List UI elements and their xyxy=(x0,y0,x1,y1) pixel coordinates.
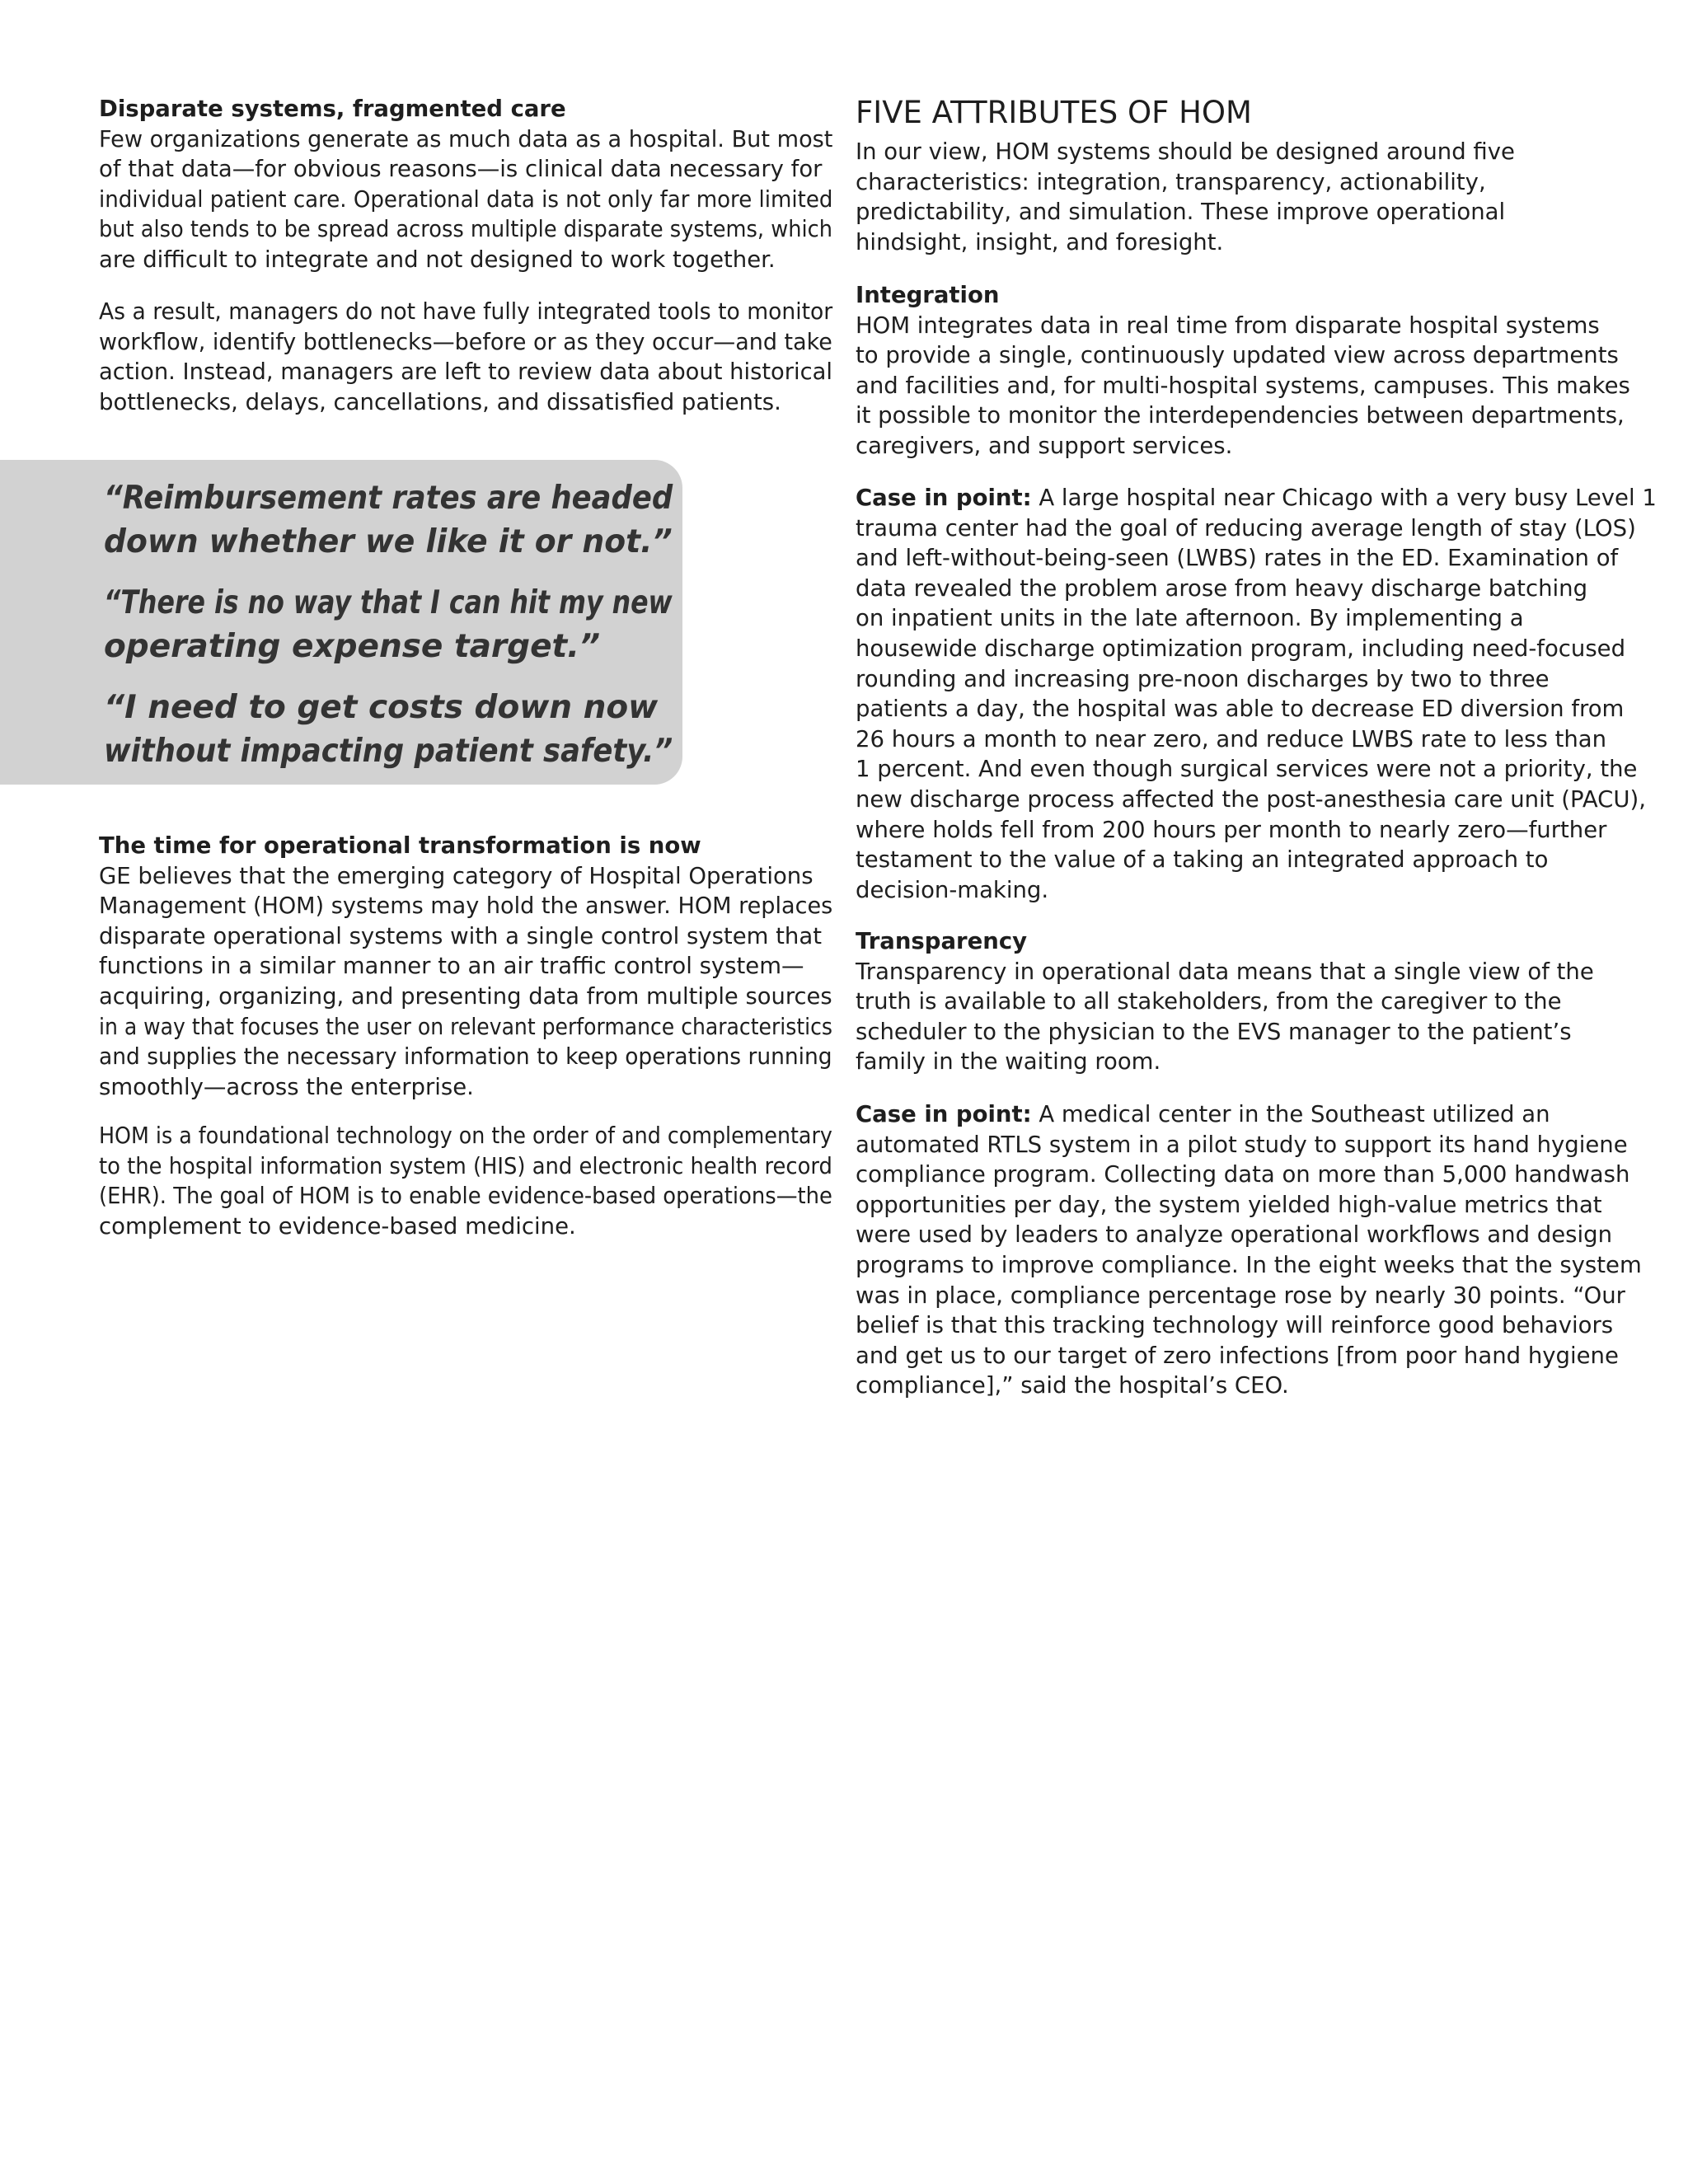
paragraph-hom-foundational xyxy=(99,1121,841,1241)
body-line: HOM integrates data in real time from disparate hospital systems xyxy=(856,312,1600,339)
intro-paragraph xyxy=(856,137,1647,257)
case-in-point-label: Case in point: xyxy=(856,1101,1032,1127)
body-line xyxy=(856,483,1657,513)
body-line: to the hospital information system (HIS) and electronic health record xyxy=(99,1152,832,1179)
body-line xyxy=(856,1099,1647,1130)
body-line: was in place, compliance percentage rose by nearly 30 points. “Our xyxy=(856,1282,1625,1309)
pull-quote-line: without impacting patient safety.” xyxy=(104,733,673,770)
body-line: As a result, managers do not have fully integrated tools to monitor xyxy=(99,298,833,325)
body-line: housewide discharge optimization program, including need-focused xyxy=(856,635,1626,662)
body-line: predictability, and simulation. These improve operational xyxy=(856,199,1506,226)
body-line: and supplies the necessary information to keep operations running xyxy=(99,1043,832,1071)
body-line: characteristics: integration, transparency, actionability, xyxy=(856,168,1486,195)
pull-quote-line: “Reimbursement rates are headed xyxy=(104,480,673,517)
body-line: functions in a similar manner to an air traffic control system— xyxy=(99,953,804,980)
body-line: GE believes that the emerging category of Hospital Operations xyxy=(99,862,814,889)
body-line: scheduler to the physician to the EVS manager to the patient’s xyxy=(856,1018,1572,1045)
body-line: new discharge process affected the post-anesthesia care unit (PACU), xyxy=(856,785,1646,813)
case-in-point-label: Case in point: xyxy=(856,485,1032,511)
section-heading: Transparency xyxy=(856,928,1028,954)
body-line: where holds fell from 200 hours per month to nearly zero—further xyxy=(856,816,1607,843)
body-line: of that data—for obvious reasons—is clinical data necessary for xyxy=(99,156,823,183)
body-line: on inpatient units in the late afternoon. By implementing a xyxy=(856,605,1524,632)
case-text: A large hospital near Chicago with a very busy Level 1 xyxy=(1031,485,1657,511)
body-line: smoothly—across the enterprise. xyxy=(99,1073,474,1100)
body-line: complement to evidence-based medicine. xyxy=(99,1212,576,1240)
body-line: and get us to our target of zero infections [from poor hand hygiene xyxy=(856,1342,1619,1369)
section-heading: Integration xyxy=(856,282,1000,308)
transparency-case-in-point xyxy=(856,1099,1647,1401)
body-line: Few organizations generate as much data as a hospital. But most xyxy=(99,125,833,152)
case-text: A medical center in the Southeast utilized an xyxy=(1031,1101,1550,1127)
body-line: 1 percent. And even though surgical services were not a priority, the xyxy=(856,756,1638,783)
pull-quote-panel xyxy=(0,460,682,785)
pull-quote-line: operating expense target.” xyxy=(104,628,601,665)
body-line: decision-making. xyxy=(856,876,1049,903)
body-line: action. Instead, managers are left to review data about historical xyxy=(99,359,833,386)
body-line: automated RTLS system in a pilot study to support its hand hygiene xyxy=(856,1131,1628,1158)
section-heading: Disparate systems, fragmented care xyxy=(99,96,566,122)
body-line: data revealed the problem arose from heavy discharge batching xyxy=(856,574,1588,602)
body-line: Transparency in operational data means that a single view of the xyxy=(856,958,1594,985)
body-line: family in the waiting room. xyxy=(856,1048,1161,1076)
body-line: programs to improve compliance. In the eight weeks that the system xyxy=(856,1251,1642,1278)
body-line: HOM is a foundational technology on the order of and complementary xyxy=(99,1122,832,1149)
body-line: acquiring, organizing, and presenting data from multiple sources xyxy=(99,982,832,1010)
pull-quote-line: “There is no way that I can hit my new xyxy=(104,584,673,621)
body-line: to provide a single, continuously updated view across departments xyxy=(856,342,1619,369)
body-line: and left-without-being-seen (LWBS) rates in the ED. Examination of xyxy=(856,545,1619,572)
body-line: in a way that focuses the user on relevant performance characteristics xyxy=(99,1013,832,1040)
body-line: belief is that this tracking technology will reinforce good behaviors xyxy=(856,1312,1614,1339)
integration-case-in-point xyxy=(856,483,1657,905)
body-line: caregivers, and support services. xyxy=(856,432,1233,459)
body-line: In our view, HOM systems should be designed around five xyxy=(856,138,1515,165)
section-operational-transformation xyxy=(99,831,841,1102)
pull-quote-line: down whether we like it or not.” xyxy=(104,523,673,560)
paragraph-as-a-result xyxy=(99,297,841,417)
body-line: are difficult to integrate and not designed to work together. xyxy=(99,246,776,273)
section-heading: The time for operational transformation is now xyxy=(99,832,701,859)
body-line: 26 hours a month to near zero, and reduce LWBS rate to less than xyxy=(856,725,1607,752)
section-transparency xyxy=(856,926,1647,1077)
body-line: Management (HOM) systems may hold the answer. HOM replaces xyxy=(99,893,833,920)
body-line: hindsight, insight, and foresight. xyxy=(856,228,1224,255)
body-line: individual patient care. Operational data is not only far more limited xyxy=(99,185,833,213)
body-line: opportunities per day, the system yielded high-value metrics that xyxy=(856,1191,1602,1218)
section-disparate-systems xyxy=(99,94,841,275)
body-line: (EHR). The goal of HOM is to enable evidence-based operations—the xyxy=(99,1183,832,1210)
title-block xyxy=(856,94,1647,132)
body-line: workflow, identify bottlenecks—before or as they occur—and take xyxy=(99,328,832,355)
section-integration xyxy=(856,280,1647,462)
body-line: and facilities and, for multi-hospital systems, campuses. This makes xyxy=(856,372,1630,399)
pull-quote-line: “I need to get costs down now xyxy=(104,689,659,726)
body-line: disparate operational systems with a single control system that xyxy=(99,922,822,949)
body-line: but also tends to be spread across multiple disparate systems, which xyxy=(99,216,832,243)
body-line: patients a day, the hospital was able to decrease ED diversion from xyxy=(856,696,1625,723)
body-line: it possible to monitor the interdependencies between departments, xyxy=(856,402,1625,429)
body-line: trauma center had the goal of reducing average length of stay (LOS) xyxy=(856,514,1636,541)
body-line: bottlenecks, delays, cancellations, and dissatisfied patients. xyxy=(99,388,781,415)
body-line: truth is available to all stakeholders, from the caregiver to the xyxy=(856,988,1562,1015)
body-line: compliance program. Collecting data on more than 5,000 handwash xyxy=(856,1161,1630,1188)
body-line: rounding and increasing pre-noon discharges by two to three xyxy=(856,665,1550,692)
body-line: were used by leaders to analyze operational workflows and design xyxy=(856,1221,1613,1249)
section-title: FIVE ATTRIBUTES OF HOM xyxy=(856,95,1252,130)
body-line: testament to the value of a taking an integrated approach to xyxy=(856,846,1549,874)
body-line: compliance],” said the hospital’s CEO. xyxy=(856,1372,1289,1399)
